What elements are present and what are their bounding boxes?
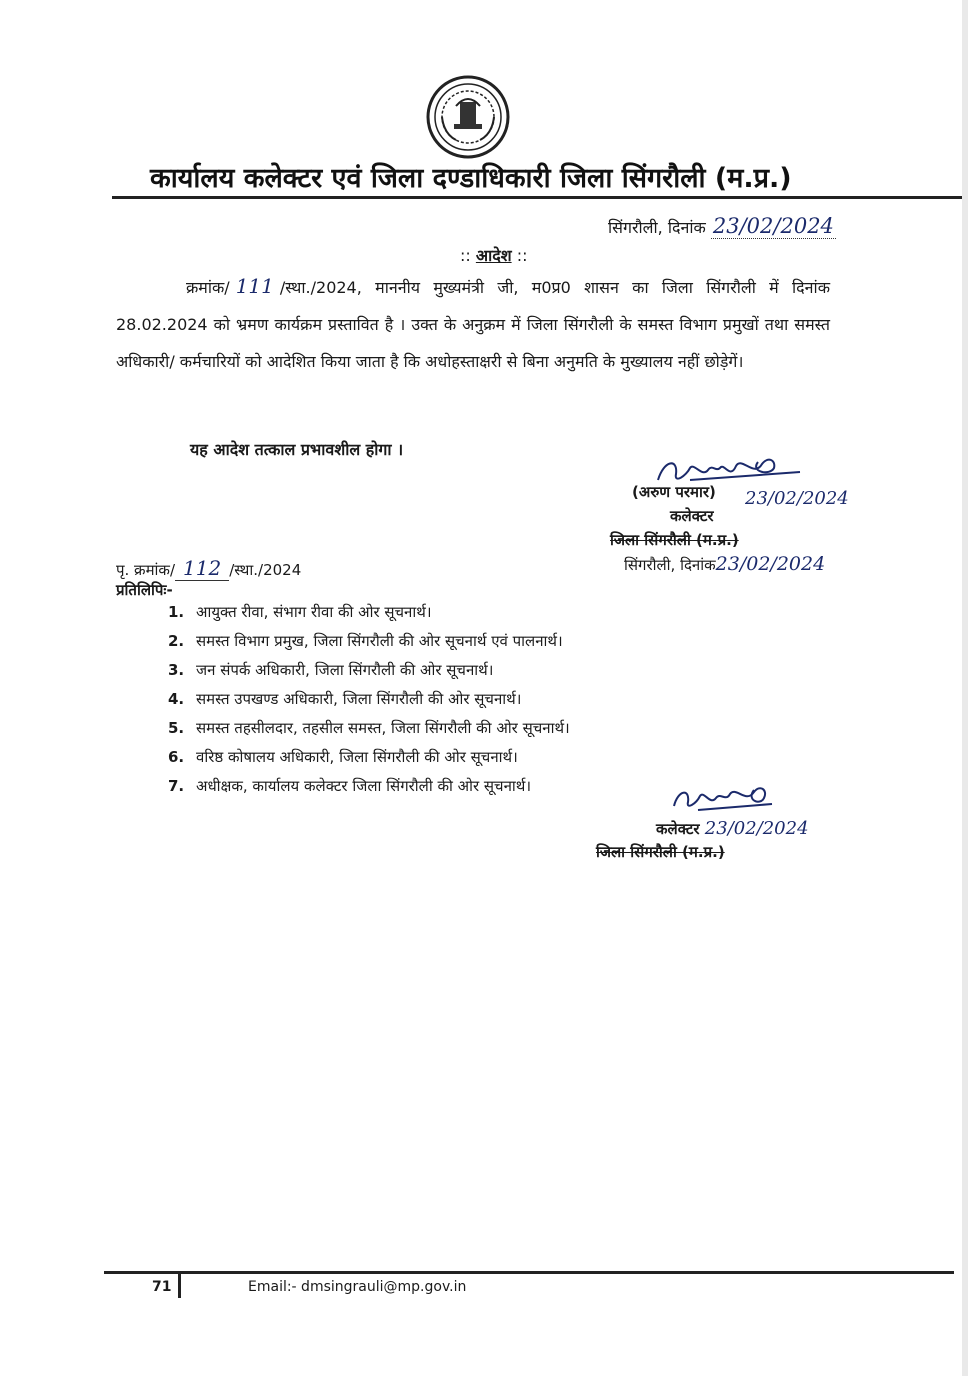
- signatory-district: जिला सिंगरौली (म.प्र.): [610, 531, 739, 549]
- endorsement-date-value: 23/02/2024: [715, 553, 826, 575]
- footer-email: Email:- dmsingrauli@mp.gov.in: [248, 1279, 467, 1295]
- list-item: 4. समस्त उपखण्ड अधिकारी, जिला सिंगरौली की ओर सूचनार्थ।: [168, 690, 522, 708]
- order-heading: [460, 244, 527, 266]
- heading-prefix: ::: [460, 246, 471, 265]
- list-item: 3. जन संपर्क अधिकारी, जिला सिंगरौली की ओर सूचनार्थ।: [168, 661, 494, 679]
- signature-date: 23/02/2024: [745, 488, 849, 509]
- endorsement-date: [624, 553, 825, 575]
- heading-suffix: ::: [516, 246, 528, 265]
- page-number: 71: [152, 1279, 172, 1295]
- second-signature-icon: [668, 780, 778, 816]
- copy-to-label: प्रतिलिपिः-: [116, 581, 173, 599]
- list-item: 7. अधीक्षक, कार्यालय कलेक्टर जिला सिंगरौली की ओर सूचनार्थ।: [168, 777, 532, 795]
- endorsement-suffix: /स्था./2024: [229, 561, 302, 579]
- signatory-name: (अरुण परमार): [632, 483, 716, 501]
- list-item: 6. वरिष्ठ कोषालय अधिकारी, जिला सिंगरौली की ओर सूचनार्थ।: [168, 748, 518, 766]
- endorsement-number-label: पृ. क्रमांक/: [116, 561, 176, 579]
- second-signatory-district: जिला सिंगरौली (म.प्र.): [596, 843, 725, 861]
- page-edge: [962, 0, 968, 1376]
- office-title: कार्यालय कलेक्टर एवं जिला दण्डाधिकारी जिला सिंगरौली (म.प्र.): [150, 163, 792, 194]
- page-number-separator: [178, 1274, 181, 1298]
- copy-list: [168, 602, 570, 805]
- list-item: 2. समस्त विभाग प्रमुख, जिला सिंगरौली की ओर सूचनार्थ एवं पालनार्थ।: [168, 632, 563, 650]
- header-divider: [112, 196, 962, 199]
- signatory-designation: कलेक्टर: [670, 507, 714, 525]
- endorsement-number: [116, 556, 301, 580]
- endorsement-date-label: सिंगरौली, दिनांक: [624, 556, 716, 574]
- endorsement-number-value: 112: [175, 556, 229, 581]
- order-body: /स्था./2024, माननीय मुख्यमंत्री जी, म0प्र0 शासन का जिला सिंगरौली में दिनांक 28.02.2024 को भ्रमण कार्यक्रम प्रस्तावित है । उक्त के अनुक्रम में जिला सिंगरौली के समस्त विभाग प्रमुखों तथा समस्त अधिकारी/ कर्मचारियों को आदेशित किया जाता है कि अधोहस्ताक्षरी से बिना अनुमति के मुख्यालय नहीं छोड़ेगें।: [116, 278, 830, 371]
- date-label: सिंगरौली, दिनांक: [608, 218, 706, 237]
- order-paragraph: [116, 268, 830, 380]
- heading-title: आदेश: [475, 246, 512, 265]
- second-signature-date: 23/02/2024: [704, 818, 809, 839]
- order-number: 111: [235, 274, 274, 298]
- handwritten-date: 23/02/2024: [712, 214, 834, 238]
- second-signatory-designation: कलेक्टर 23/02/2024: [656, 818, 809, 839]
- effective-statement: यह आदेश तत्काल प्रभावशील होगा ।: [190, 440, 404, 459]
- list-item: 1. आयुक्त रीवा, संभाग रीवा की ओर सूचनार्थ।: [168, 603, 432, 621]
- list-item: 5. समस्त तहसीलदार, तहसील समस्त, जिला सिंगरौली की ओर सूचनार्थ।: [168, 719, 570, 737]
- order-date: [608, 214, 836, 238]
- state-emblem-icon: [420, 72, 516, 162]
- order-number-label: क्रमांक/: [186, 278, 230, 297]
- footer-divider: [104, 1271, 954, 1274]
